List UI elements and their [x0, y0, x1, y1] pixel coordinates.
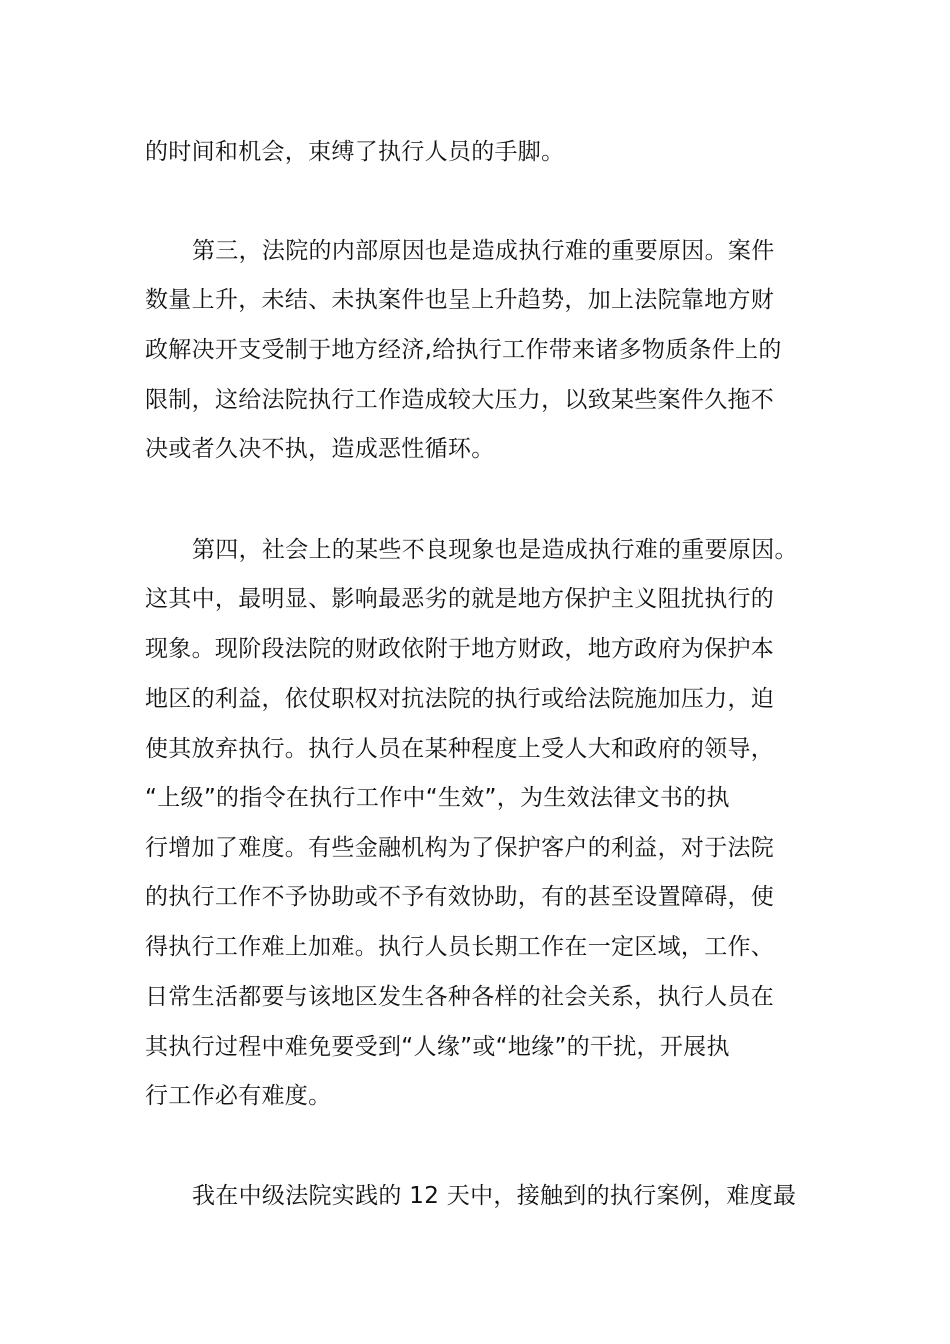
text-line: 得执行工作难上加难。执行人员长期工作在一定区域，工作、 — [145, 934, 775, 960]
text-line: 其执行过程中难免要受到“人缘”或“地缘”的干扰，开展执 — [145, 1034, 730, 1060]
text-line: 地区的利益，依仗职权对抗法院的执行或给法院施加压力，迫 — [145, 686, 775, 712]
text-line: 行增加了难度。有些金融机构为了保护客户的利益，对于法院 — [145, 835, 775, 861]
paragraph-first-line: 第三，法院的内部原因也是造成执行难的重要原因。案件 — [192, 238, 775, 264]
text-line: 行工作必有难度。 — [145, 1083, 332, 1109]
text-line: 的执行工作不予协助或不予有效协助，有的甚至设置障碍，使 — [145, 884, 775, 910]
text-line: 限制，这给法院执行工作造成较大压力，以致某些案件久拖不 — [145, 387, 775, 413]
text-line: “上级”的指令在执行工作中“生效”，为生效法律文书的执 — [145, 785, 730, 811]
text-line: 现象。现阶段法院的财政依附于地方财政，地方政府为保护本 — [145, 636, 775, 662]
text-line: 这其中，最明显、影响最恶劣的就是地方保护主义阻扰执行的 — [145, 586, 775, 612]
text-line: 政解决开支受制于地方经济,给执行工作带来诸多物质条件上的 — [145, 337, 782, 363]
paragraph-first-line: 第四，社会上的某些不良现象也是造成执行难的重要原因。 — [192, 537, 798, 563]
text-line: 数量上升，未结、未执案件也呈上升趋势，加上法院靠地方财 — [145, 287, 775, 313]
text-line: 日常生活都要与该地区发生各种各样的社会关系，执行人员在 — [145, 984, 775, 1010]
text-line: 决或者久决不执，造成恶性循环。 — [145, 436, 495, 462]
text-line: 的时间和机会，束缚了执行人员的手脚。 — [145, 139, 565, 165]
text-line: 使其放弃执行。执行人员在某种程度上受人大和政府的领导， — [145, 736, 775, 762]
paragraph-first-line: 我在中级法院实践的 12 天中，接触到的执行案例，难度最 — [192, 1183, 797, 1209]
